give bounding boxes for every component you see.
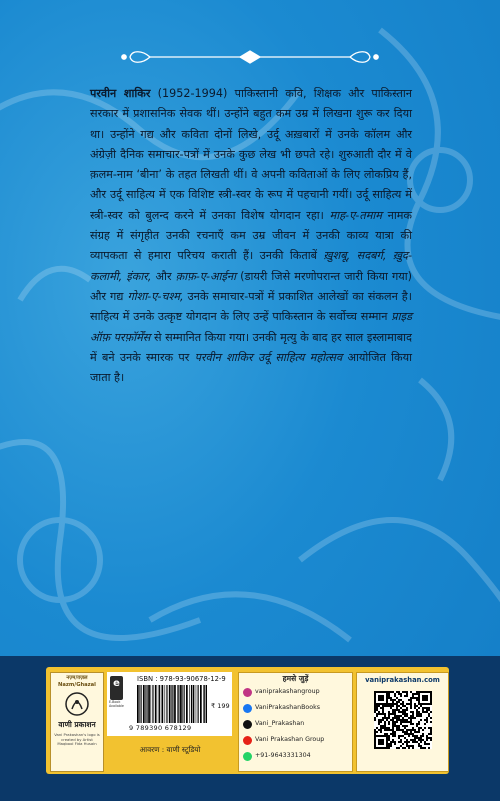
website-link[interactable]: vaniprakashan.com <box>365 676 440 684</box>
youtube-icon <box>243 736 252 745</box>
barcode <box>137 685 207 723</box>
blurb-text: और <box>151 269 176 283</box>
contact-text: VaniPrakashanBooks <box>255 704 321 711</box>
publisher-logo-icon <box>64 691 90 719</box>
facebook-icon <box>243 704 252 713</box>
blurb-text: नामक संग्रह में संगृहीत उनकी रचनाएँ कम उम्र जीवन में उनकी काव्य यात्रा की व्यापकता से हमारा परिचय कराती हैं। उनकी किताबें <box>90 208 412 263</box>
author-blurb <box>90 84 412 388</box>
blurb-title: गोशा-ए-चश्म, <box>127 289 184 303</box>
price: ₹ 199 <box>211 702 230 710</box>
ebook-icon <box>110 676 123 700</box>
isbn-box <box>107 672 232 736</box>
ebook-label: E-Book Available <box>109 700 124 708</box>
publisher-name: वाणी प्रकाशन <box>58 720 96 729</box>
ornamental-divider <box>120 48 380 66</box>
whatsapp-icon <box>243 752 252 761</box>
blurb-title: क़ाफ़-ए-आईना <box>175 269 237 283</box>
contact-text: +91-9643331304 <box>255 752 311 759</box>
blurb-text: (डायरी जिसे मरणोपरान्त जारी किया गया) और गद्य <box>90 269 412 303</box>
blurb-text: आयोजित किया जाता है। <box>90 350 412 385</box>
blurb-title: परवीन शाकिर उर्दू साहित्य महोत्सव <box>194 350 343 364</box>
contact-whatsapp[interactable] <box>243 751 351 763</box>
barcode-digits: 9 789390 678129 <box>129 724 192 732</box>
publisher-note: Vani Prakashan's logo is created by Artist Maqbool Fida Husain <box>54 732 100 747</box>
contact-instagram[interactable] <box>243 687 351 699</box>
blurb-title: ख़ुशबू, सदबर्ग, ख़ुद-कलामी, इंकार, <box>90 249 412 283</box>
isbn-label: ISBN : 978-93-90678-12-9 <box>137 675 226 683</box>
blurb-title: माह-ए-तमाम <box>329 208 382 222</box>
genre-english: Nazm/Ghazal <box>58 681 96 688</box>
blurb-title: प्राइड ऑफ़ परफ़ॉर्मेंस <box>90 310 412 344</box>
contact-text: Vani Prakashan Group <box>255 736 325 743</box>
contact-text: Vani_Prakashan <box>255 720 305 727</box>
blurb-text: से सम्मानित किया गया। उनकी मृत्यु के बाद हर साल इस्लामाबाद में बने उनके स्मारक पर <box>90 330 412 364</box>
contact-youtube[interactable] <box>243 735 351 747</box>
contact-facebook[interactable] <box>243 703 351 715</box>
ebook-letter: e <box>113 678 120 689</box>
blurb-text: (1952-1994) पाकिस्तानी कवि, शिक्षक और पाकिस्तान सरकार में प्रशासनिक सेवक थीं। उन्होंने बहुत कम उम्र में लिखना शुरू कर दिया था। उन्होंने गद्य और कविता दोनों लिखे, उर्दू अख़बारों में उनके कॉलम और अंग्रेज़ी दैनिक समाचार-पत्रों में उनके कुछ लेख भी छपते रहे। शुरुआती दौर में वे क़लम-नाम ‘बीना’ के तहत लिखती थीं। वे अपनी कविताओं के लिए लोकप्रिय हैं, और उर्दू साहित्य में एक विशिष्ट स्त्री-स्वर के रूप में पहचानी गयीं। उर्दू साहित्य में स्त्री-स्वर को बुलन्द करने में उनका विशेष योगदान रहा। <box>90 87 412 222</box>
blurb-text: उनके समाचार-पत्रों में प्रकाशित आलेखों का संकलन है। साहित्य में उनके उत्कृष्ट योगदान के लिए उन्हें पाकिस्तान के सर्वोच्च सम्मान <box>90 289 412 324</box>
contact-box <box>238 672 353 772</box>
author-name: परवीन शाकिर <box>90 87 151 100</box>
qr-code[interactable] <box>374 691 432 749</box>
x-twitter-icon <box>243 720 252 729</box>
website-box <box>356 672 449 772</box>
connect-title: हमसे जुड़ें <box>282 674 309 683</box>
contact-text: vaniprakashangroup <box>255 688 320 695</box>
instagram-icon <box>243 688 252 697</box>
genre-label <box>51 675 103 688</box>
publisher-box <box>50 672 104 772</box>
genre-hindi: नज़्म/ग़ज़ल <box>66 675 88 681</box>
cover-credit: आवरण : वाणी स्टूडियो <box>139 745 201 754</box>
contact-x[interactable] <box>243 719 351 731</box>
